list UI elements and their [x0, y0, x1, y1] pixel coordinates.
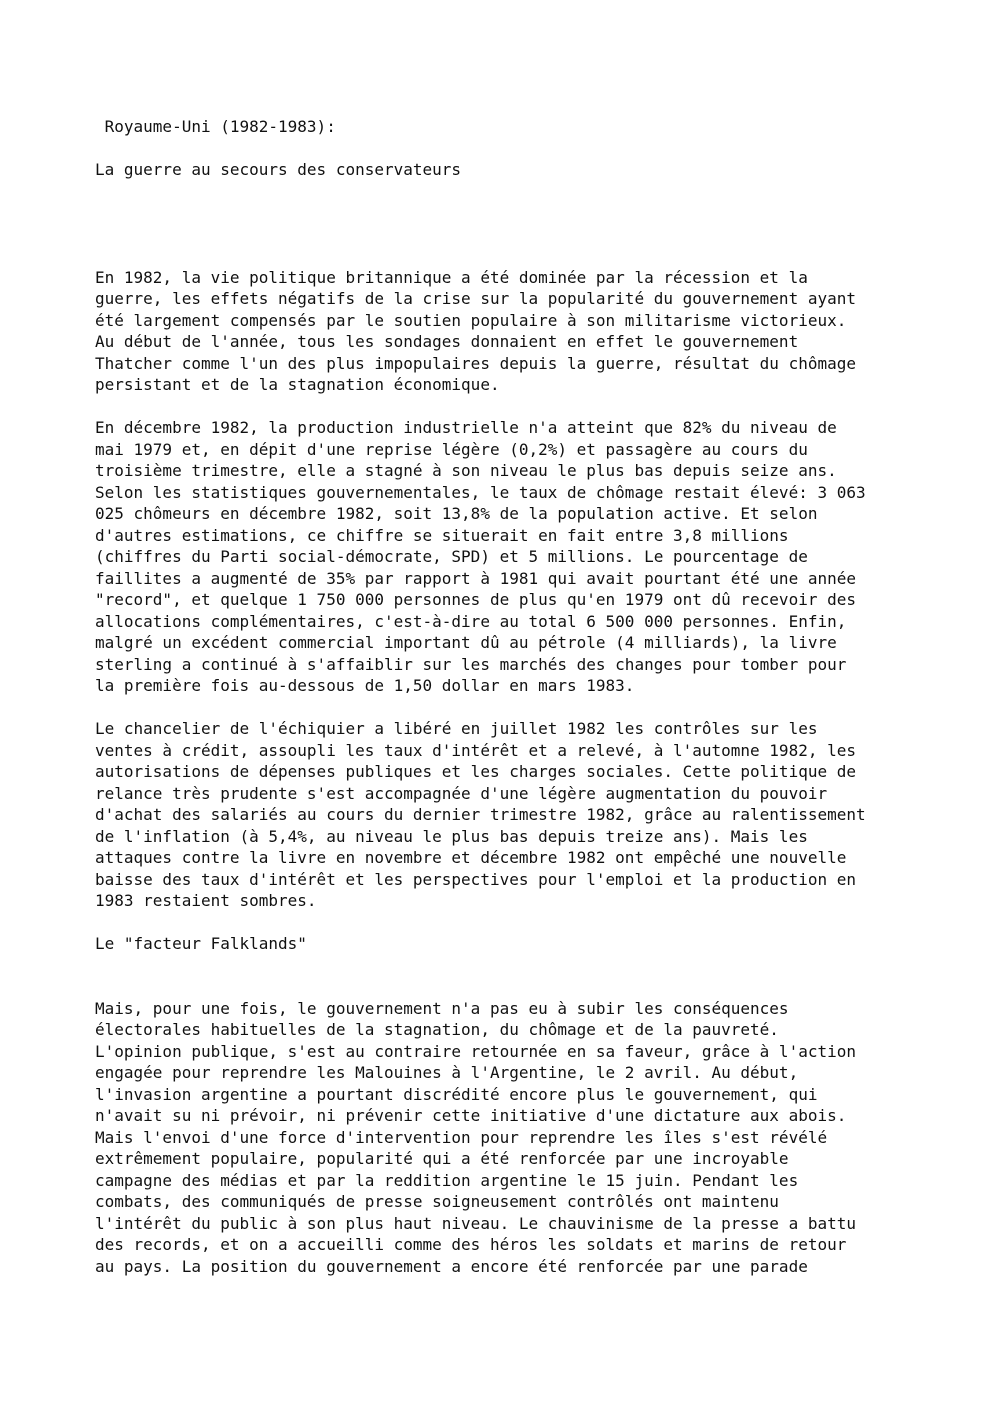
text-line: troisième trimestre, elle a stagné à son niveau le plus bas depuis seize ans. — [95, 461, 837, 480]
text-line: baisse des taux d'intérêt et les perspectives pour l'emploi et la production en — [95, 869, 856, 889]
text-line: relance très prudente s'est accompagnée d'une légère augmentation du pouvoir — [95, 783, 828, 803]
text-line: l'intérêt du public à son plus haut niveau. Le chauvinisme de la presse a battu — [95, 1213, 856, 1233]
paragraph-4 — [95, 998, 915, 1278]
text-line: Au début de l'année, tous les sondages donnaient en effet le gouvernement — [95, 332, 799, 351]
document-title: Royaume-Uni (1982-1983): — [95, 117, 336, 136]
document-page — [95, 116, 915, 1299]
text-line: 025 chômeurs en décembre 1982, soit 13,8% de la population active. Et selon — [95, 504, 818, 523]
text-line: "record", et quelque 1 750 000 personnes de plus qu'en 1979 ont dû recevoir des — [95, 590, 856, 609]
text-line: (chiffres du Parti social-démocrate, SPD) et 5 millions. Le pourcentage de — [95, 547, 808, 566]
text-line: d'achat des salariés au cours du dernier trimestre 1982, grâce au ralentissement — [95, 805, 866, 824]
text-line: extrêmement populaire, popularité qui a été renforcée par une incroyable — [95, 1149, 789, 1168]
text-line: 1983 restaient sombres. — [95, 891, 317, 910]
text-line: attaques contre la livre en novembre et décembre 1982 ont empêché une nouvelle — [95, 848, 847, 867]
paragraph-2 — [95, 417, 915, 697]
text-line: Thatcher comme l'un des plus impopulaires depuis la guerre, résultat du chômage — [95, 353, 856, 373]
text-line: En 1982, la vie politique britannique a été dominée par la récession et la — [95, 267, 808, 287]
text-line: électorales habituelles de la stagnation, du chômage et de la pauvreté. — [95, 1020, 779, 1039]
text-line: la première fois au-dessous de 1,50 dollar en mars 1983. — [95, 676, 635, 695]
text-line: au pays. La position du gouvernement a encore été renforcée par une parade — [95, 1256, 808, 1276]
text-line: des records, et on a accueilli comme des héros les soldats et marins de retour — [95, 1235, 847, 1254]
section-heading — [95, 933, 915, 955]
text-line: d'autres estimations, ce chiffre se situerait en fait entre 3,8 millions — [95, 525, 789, 545]
text-line: été largement compensés par le soutien populaire à son militarisme victorieux. — [95, 310, 847, 330]
text-line: malgré un excédent commercial important dû au pétrole (4 milliards), la livre — [95, 633, 837, 652]
document-subtitle: La guerre au secours des conservateurs — [95, 160, 462, 179]
text-line: campagne des médias et par la reddition argentine le 15 juin. Pendant les — [95, 1170, 799, 1190]
text-line: n'avait su ni prévoir, ni prévenir cette initiative d'une dictature aux abois. — [95, 1106, 847, 1125]
text-line: Mais, pour une fois, le gouvernement n'a pas eu à subir les conséquences — [95, 998, 789, 1018]
text-line: Le chancelier de l'échiquier a libéré en juillet 1982 les contrôles sur les — [95, 719, 818, 738]
text-line: ventes à crédit, assoupli les taux d'intérêt et a relevé, à l'automne 1982, les — [95, 740, 856, 760]
section-heading-text: Le "facteur Falklands" — [95, 934, 307, 953]
paragraph-3 — [95, 718, 915, 912]
text-line: Selon les statistiques gouvernementales, le taux de chômage restait élevé: 3 063 — [95, 482, 866, 502]
text-line: engagée pour reprendre les Malouines à l'Argentine, le 2 avril. Au début, — [95, 1063, 799, 1082]
text-line: combats, des communiqués de presse soigneusement contrôlés ont maintenu — [95, 1192, 779, 1211]
text-line: allocations complémentaires, c'est-à-dire au total 6 500 000 personnes. Enfin, — [95, 611, 847, 631]
text-line: de l'inflation (à 5,4%, au niveau le plus bas depuis treize ans). Mais les — [95, 826, 808, 846]
text-line: guerre, les effets négatifs de la crise sur la popularité du gouvernement ayant — [95, 289, 856, 308]
text-line: sterling a continué à s'affaiblir sur les marchés des changes pour tomber pour — [95, 654, 847, 674]
text-line: autorisations de dépenses publiques et les charges sociales. Cette politique de — [95, 762, 856, 781]
text-line: L'opinion publique, s'est au contraire retournée en sa faveur, grâce à l'action — [95, 1041, 856, 1061]
text-line: persistant et de la stagnation économique. — [95, 375, 500, 394]
text-line: l'invasion argentine a pourtant discrédité encore plus le gouvernement, qui — [95, 1084, 818, 1104]
text-line: mai 1979 et, en dépit d'une reprise légère (0,2%) et passagère au cours du — [95, 439, 808, 459]
text-line: Mais l'envoi d'une force d'intervention pour reprendre les îles s'est révélé — [95, 1127, 828, 1147]
paragraph-1 — [95, 267, 915, 396]
text-line: faillites a augmenté de 35% par rapport à 1981 qui avait pourtant été une année — [95, 568, 856, 588]
text-line: En décembre 1982, la production industrielle n'a atteint que 82% du niveau de — [95, 418, 837, 437]
